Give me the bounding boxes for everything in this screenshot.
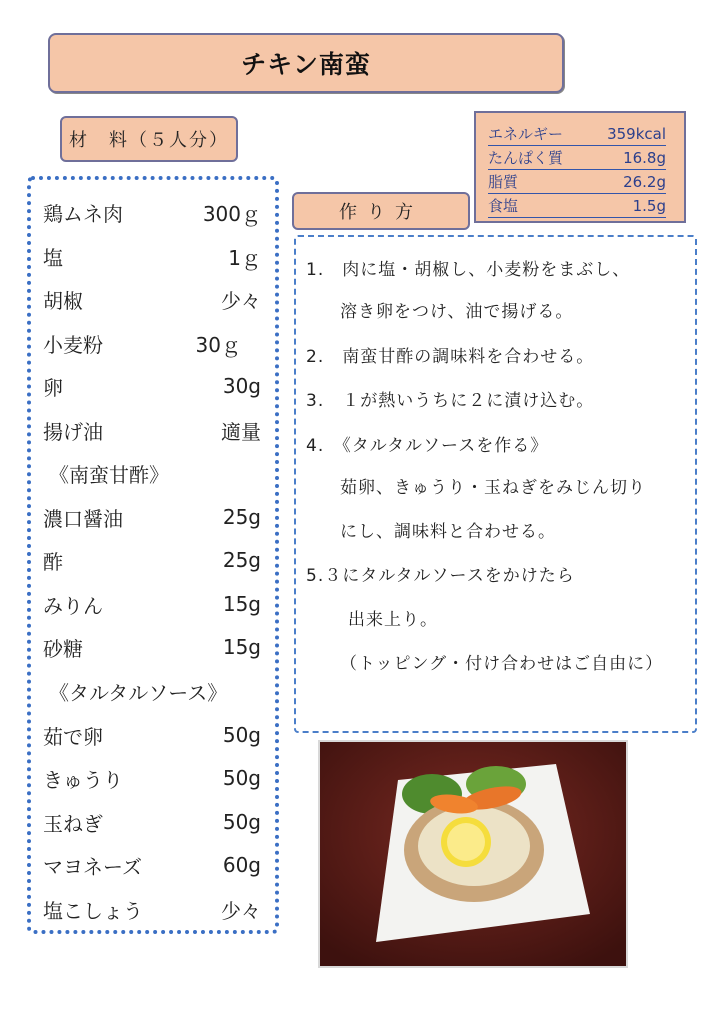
ingredient-row [43,328,261,358]
ingredient-row [43,589,261,619]
ingredient-row [43,632,261,662]
ingredient-amount: 30ｇ [195,332,241,357]
nutrition-name: 食塩 [488,197,519,215]
ingredient-name: 玉ねぎ [43,811,103,836]
page-title: チキン南蛮 [241,50,371,79]
step-line: 3. １が熱いうちに２に漬け込む。 [306,391,595,411]
ingredient-section-heading [49,458,261,488]
step-line: 溶き卵をつけ、油で揚げる。 [340,302,574,322]
ingredient-name: きゅうり [43,767,123,792]
nutrition-name: 脂質 [488,173,519,191]
nutrition-row [488,147,666,170]
method-steps [294,235,697,733]
ingredient-amount: 25g [222,505,261,529]
ingredient-amount: 適量 [221,419,261,444]
ingredient-name: 小麦粉 [43,332,103,357]
ingredient-name: 酢 [43,549,63,574]
ingredient-name: 鶏ムネ肉 [43,201,123,226]
ingredients-heading: 材 料（５人分） [60,116,238,162]
ingredients-list [27,176,279,934]
ingredient-row [43,415,261,445]
title-banner [48,33,564,93]
ingredient-row [43,720,261,750]
ingredient-amount: 少々 [221,898,261,923]
nutrition-value: 1.5g [632,197,666,215]
ingredient-amount: 1ｇ [228,245,261,270]
nutrition-row [488,123,666,146]
ingredient-row [43,371,261,401]
nutrition-row [488,171,666,194]
ingredient-amount: 300ｇ [202,201,261,226]
nutrition-value: 359kcal [607,125,666,143]
step-line: 4. 《タルタルソースを作る》 [306,436,549,456]
step-line: 5.３にタルタルソースをかけたら [306,566,575,586]
ingredient-amount: 50g [222,766,261,790]
ingredient-row [43,894,261,924]
method-heading: 作り方 [292,192,470,230]
lemon-slice-shape [447,823,485,861]
ingredient-amount: 少々 [221,288,261,313]
step-line: （トッピング・付け合わせはご自由に） [340,654,664,674]
ingredient-amount: 15g [222,592,261,616]
step-line: 茹卵、きゅうり・玉ねぎをみじん切り [340,478,646,498]
nutrition-box [474,111,686,223]
step-line: 2. 南蛮甘酢の調味料を合わせる。 [306,347,595,367]
ingredient-row [43,763,261,793]
step-line: にし、調味料と合わせる。 [340,522,556,542]
ingredient-amount: 30g [222,374,261,398]
ingredient-amount: 60g [222,853,261,877]
ingredient-row [43,284,261,314]
step-line: 1. 肉に塩・胡椒し、小麦粉をまぶし、 [306,260,631,280]
section-heading-label: 《南蛮甘酢》 [49,462,169,487]
nutrition-name: エネルギー [488,125,564,143]
nutrition-value: 26.2g [623,173,666,191]
dish-photo-illustration [320,742,626,966]
ingredient-name: 卵 [43,375,63,400]
ingredient-section-heading [49,676,261,706]
ingredient-amount: 15g [222,635,261,659]
ingredient-row [43,545,261,575]
ingredient-name: 茹で卵 [43,724,103,749]
ingredient-name: 濃口醤油 [43,506,123,531]
ingredient-name: 砂糖 [43,636,83,661]
nutrition-name: たんぱく質 [488,149,564,167]
ingredient-row [43,197,261,227]
ingredient-name: 塩 [43,245,63,270]
nutrition-value: 16.8g [623,149,666,167]
step-line: 出来上り。 [348,610,438,630]
ingredient-name: みりん [43,593,103,618]
ingredient-row [43,502,261,532]
ingredient-amount: 50g [222,810,261,834]
nutrition-row [488,195,666,218]
dish-photo [318,740,628,968]
ingredient-name: 塩こしょう [43,898,143,923]
ingredient-row [43,850,261,880]
ingredient-row [43,807,261,837]
ingredient-name: マヨネーズ [43,854,142,879]
ingredient-amount: 50g [222,723,261,747]
ingredient-row [43,241,261,271]
ingredient-amount: 25g [222,548,261,572]
section-heading-label: 《タルタルソース》 [49,680,228,705]
ingredient-name: 揚げ油 [43,419,103,444]
ingredient-name: 胡椒 [43,288,83,313]
